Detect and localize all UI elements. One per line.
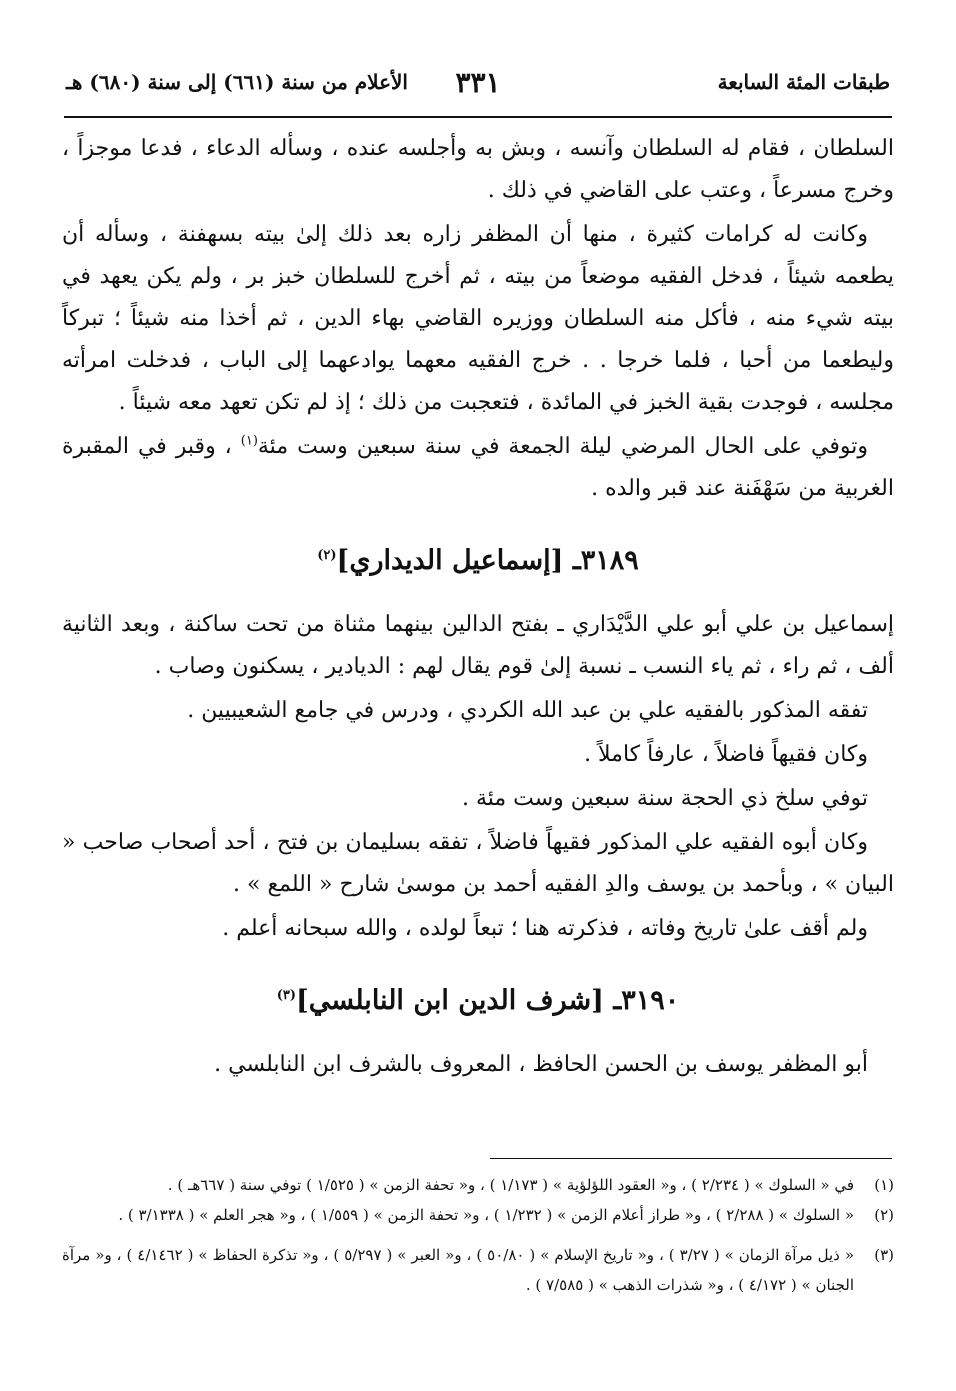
- death-text-rest: ، وقبر في المقبرة الغربية من سَهْفَنة عند قبر والده .: [62, 434, 894, 501]
- entry-title-3190: ٣١٩٠ـ [شرف الدين ابن النابلسي]: [296, 985, 680, 1016]
- footnote-ref-3[interactable]: (٣): [276, 988, 296, 1003]
- entry-3189-paragraph: ولم أقف علىٰ تاريخ وفاته ، فذكرته هنا ؛ تبعاً لولده ، والله سبحانه أعلم .: [222, 916, 868, 941]
- footnote-1: [62, 1170, 894, 1200]
- footnotes: [62, 1170, 894, 1300]
- footnote-separator: [490, 1158, 892, 1159]
- entry-heading-3190: [62, 980, 894, 1022]
- paragraph-death: [62, 426, 894, 510]
- paragraph-karamat: وكانت له كرامات كثيرة ، منها أن المظفر زاره بعد ذلك إلىٰ بيته بسهفنة ، وسأله أن يطعمه شيئاً ، فدخل الفقيه موضعاً من بيته ، ثم أخرج للسلطان خبز بر ، ولم يكن يعهد في بيته شيء منه ، فأكل منه السلطان ووزيره القاضي بهاء الدين ، ثم أخذا منه شيئاً ؛ تبركاً وليطعما من أحبا ، فلما خرجا . . خرج الفقيه معهما يوادعهما إلى الباب ، فدخلت امرأته مجلسه ، فوجدت بقية الخبز في المائدة ، فتعجبت من ذلك ؛ إذ لم تكن تعهد معه شيئاً .: [62, 222, 894, 415]
- footnote-number: (١): [874, 1176, 894, 1194]
- entry-3189-paragraph: وكان أبوه الفقيه علي المذكور فقيهاً فاضلاً ، تفقه بسليمان بن فتح ، أحد أصحاب صاحب « البيان » ، وبأحمد بن يوسف والدِ الفقيه أحمد بن موسىٰ شارح « اللمع » .: [62, 830, 894, 897]
- footnote-text: « ذيل مرآة الزمان » ( ٣/٢٧ ) ، و« تاريخ الإسلام » ( ٥٠/٨٠ ) ، و« العبر » ( ٥/٢٩٧ ) ، و« تذكرة الحفاظ » ( ٤/١٤٦٢ ) ، و« مرآة الجنان » ( ٤/١٧٢ ) ، و« شذرات الذهب » ( ٧/٥٨٥ ) .: [62, 1246, 855, 1294]
- main-text: [62, 128, 894, 1088]
- entry-3189-paragraph: توفي سلخ ذي الحجة سنة سبعين وست مئة .: [461, 786, 868, 811]
- entry-title-3189: ٣١٨٩ـ [إسماعيل الديداري]: [336, 545, 639, 576]
- running-header-section: طبقات المئة السابعة: [717, 70, 890, 94]
- footnote-ref-1[interactable]: (١): [240, 433, 258, 449]
- header-rule: [64, 116, 892, 118]
- footnote-2: [62, 1200, 894, 1230]
- footnote-text: « السلوك » ( ٢/٢٨٨ ) ، و« طراز أعلام الزمن » ( ١/٢٣٢ ) ، و« تحفة الزمن » ( ١/٥٥٩ ) ، و« هجر العلم » ( ٣/١٣٣٨ ) .: [118, 1206, 854, 1224]
- entry-3190-paragraph: أبو المظفر يوسف بن الحسن الحافظ ، المعروف بالشرف ابن النابلسي .: [214, 1052, 868, 1077]
- death-text: وتوفي على الحال المرضي ليلة الجمعة في سنة سبعين وست مئة: [257, 434, 868, 459]
- page-number: ٣٣١: [455, 66, 501, 99]
- footnote-ref-2[interactable]: (٢): [317, 548, 337, 563]
- paragraph-continuation: السلطان ، فقام له السلطان وآنسه ، وبش به وأجلسه عنده ، وسأله الدعاء ، فدعا موجزاً ، وخرج مسرعاً ، وعتب على القاضي في ذلك .: [62, 136, 894, 203]
- entry-3189-paragraph: إسماعيل بن علي أبو علي الدَّيْدَاري ـ بفتح الدالين بينهما مثناة من تحت ساكنة ، وبعد الثانية ألف ، ثم راء ، ثم ياء النسب ـ نسبة إلىٰ قوم يقال لهم : الديادير ، يسكنون وصاب .: [62, 612, 894, 679]
- footnote-number: (٣): [874, 1246, 894, 1264]
- footnote-text: في « السلوك » ( ٢/٢٣٤ ) ، و« العقود اللؤلؤية » ( ١/١٧٣ ) ، و« تحفة الزمن » ( ١/٥٢٥ ) توفي سنة ( ٦٦٧هـ ) .: [167, 1176, 854, 1194]
- entry-3189-paragraph: تفقه المذكور بالفقيه علي بن عبد الله الكردي ، ودرس في جامع الشعيبيين .: [187, 698, 868, 723]
- running-header-years: الأعلام من سنة (٦٦١) إلى سنة (٦٨٠) هـ: [66, 70, 408, 94]
- entry-3189-paragraph: وكان فقيهاً فاضلاً ، عارفاً كاملاً .: [584, 742, 868, 767]
- footnote-number: (٢): [874, 1206, 894, 1224]
- entry-heading-3189: [62, 540, 894, 582]
- footnote-3: [62, 1240, 894, 1300]
